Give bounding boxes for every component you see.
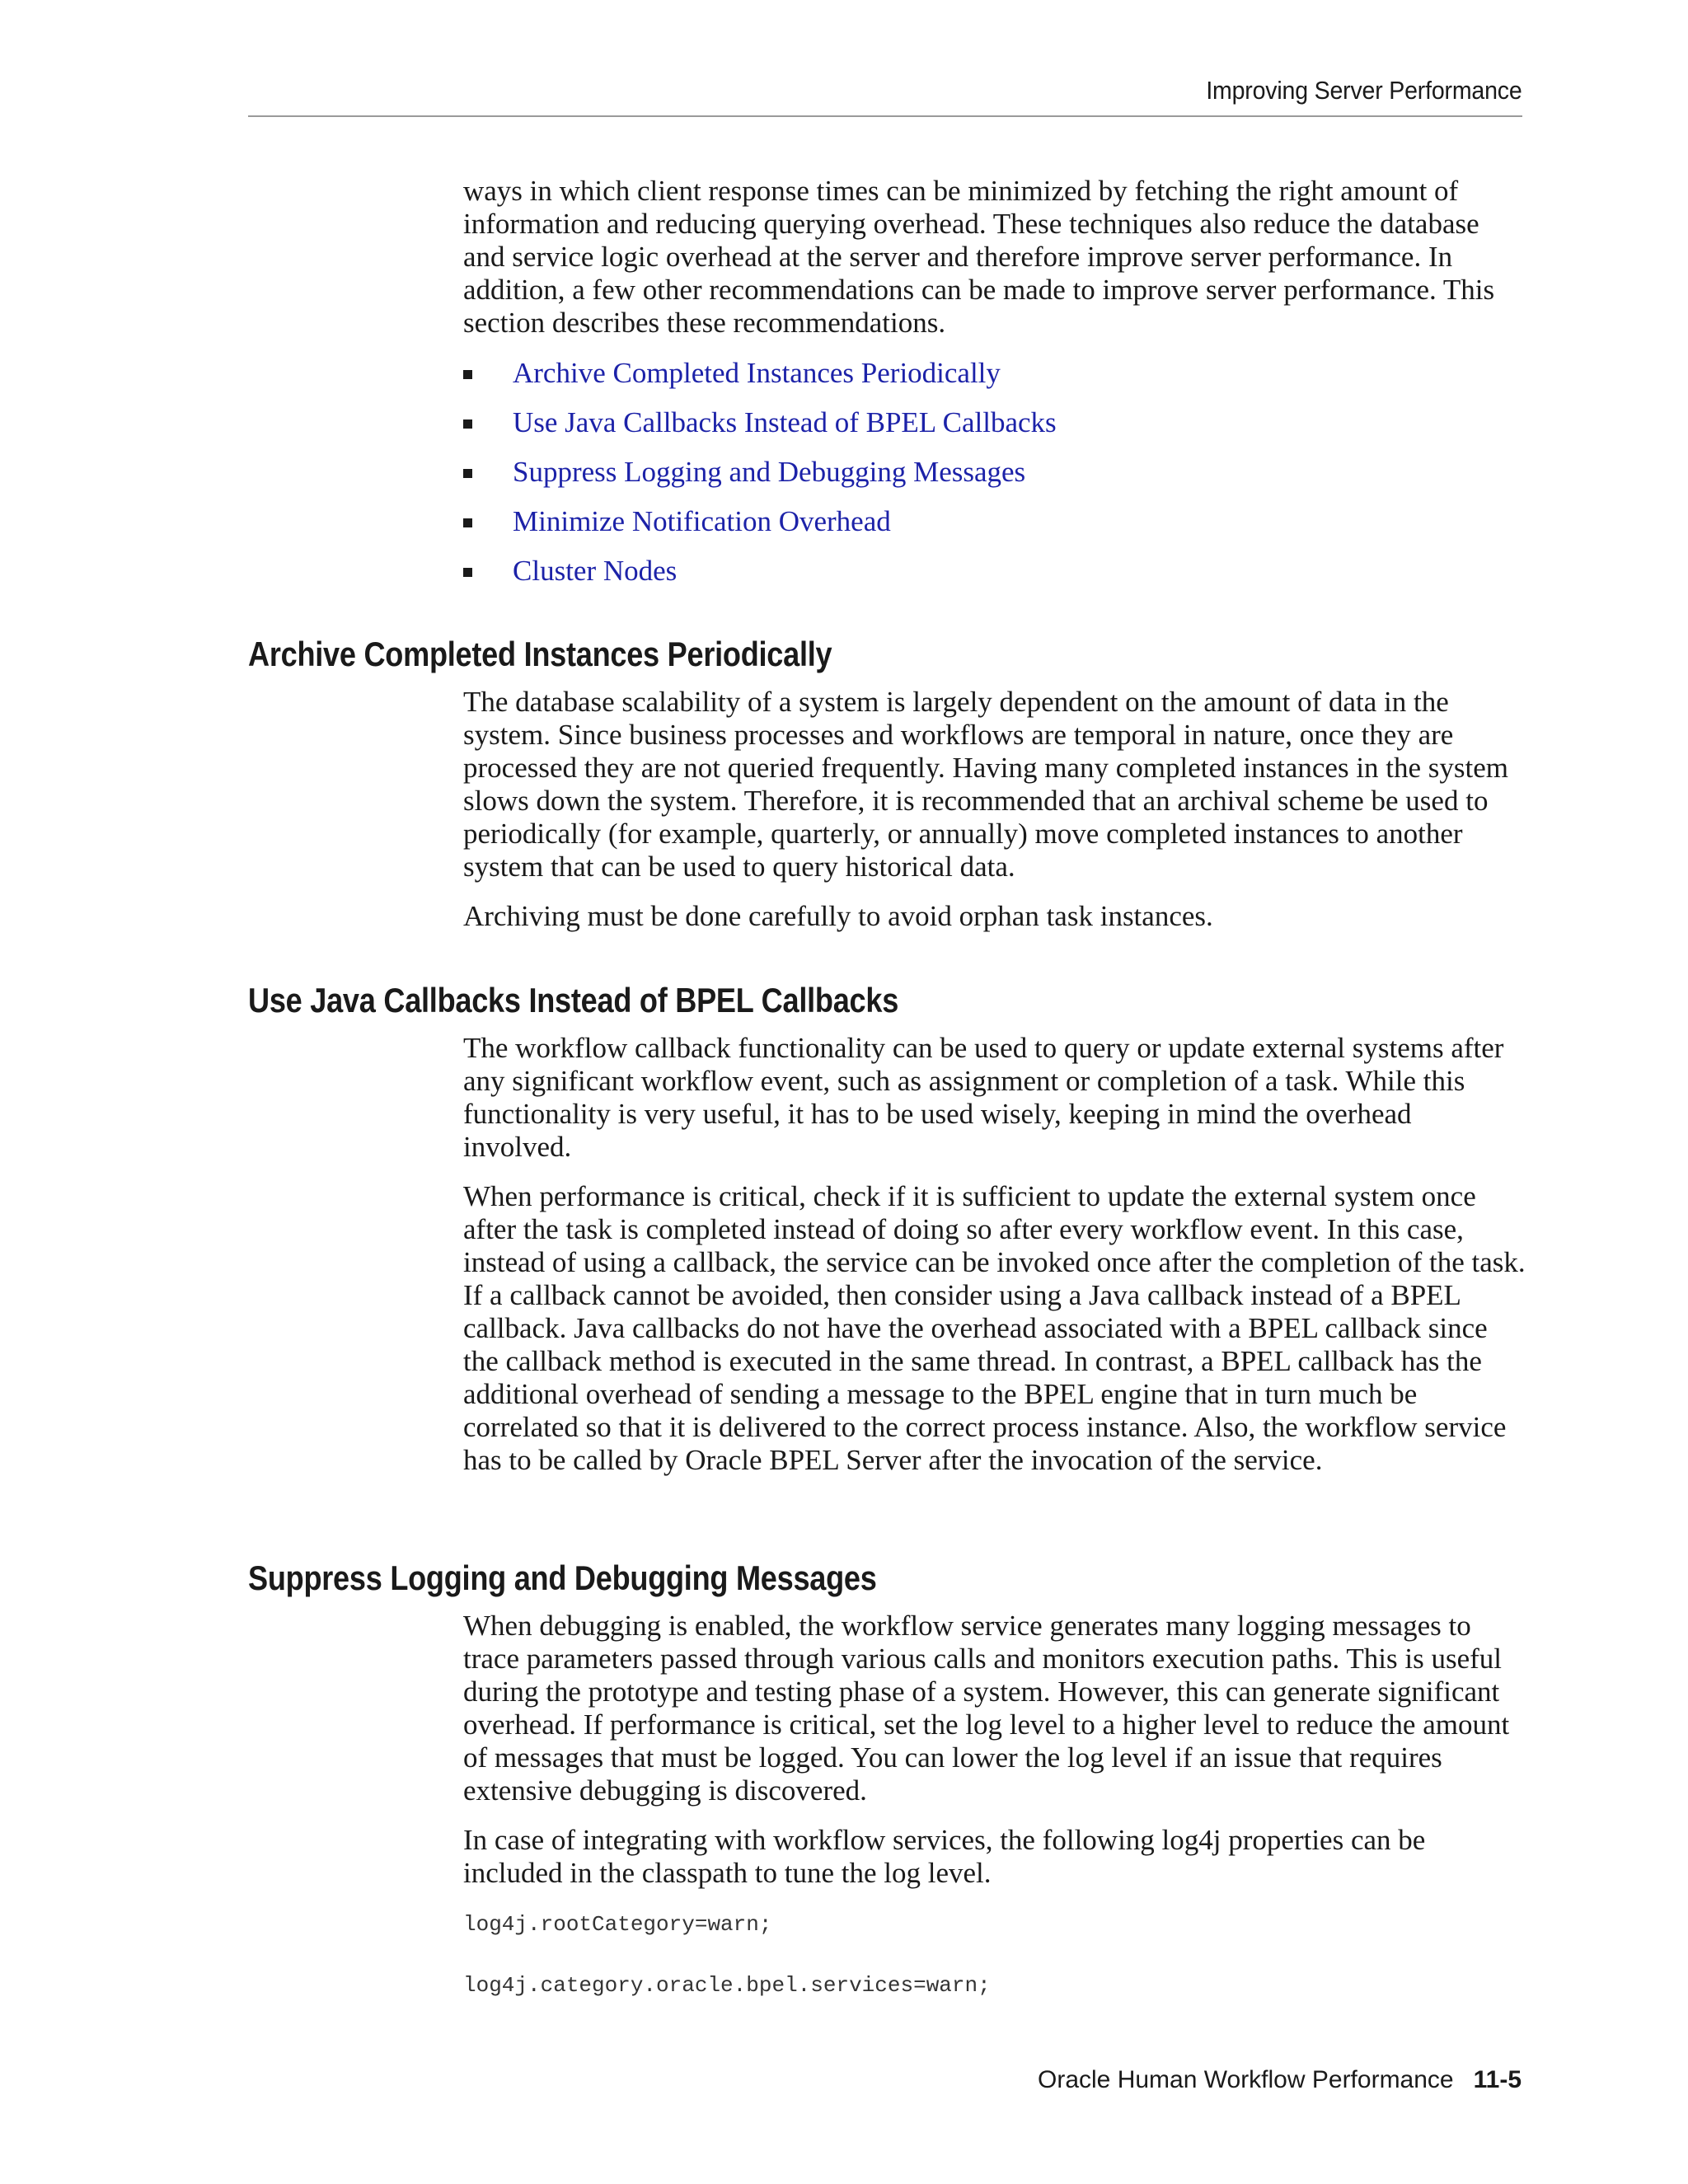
intro-paragraph: ways in which client response times can be minimized by fetching the right amount of information and reducing querying overhead. These techniques also reduce the database and service logic overhead at the server and therefore improve server performance. In addition, a few other recommendations can be made to improve server performance. This section describes these recommendations. [463, 175, 1495, 339]
paragraph: In case of integrating with workflow services, the following log4j properties can be included in the classpath to tune the log level. [463, 1824, 1426, 1889]
bullet-icon [463, 518, 472, 527]
page-footer [1038, 2066, 1522, 2094]
bullet-icon [463, 419, 472, 429]
paragraph: The database scalability of a system is largely dependent on the amount of data in the system. Since business processes and workflows are temporal in nature, once they are processed they are not queried frequently. Having many completed instances in the system slows down the system. Therefore, it is recommended that an archival scheme be used to periodically (for example, quarterly, or annually) move completed instances to another system that can be used to query historical data. [463, 686, 1509, 883]
section-link-list [463, 357, 1526, 604]
section-heading-suppress-logging: Suppress Logging and Debugging Messages [248, 1558, 877, 1597]
list-item [463, 357, 1526, 406]
list-item [463, 406, 1526, 456]
bullet-icon [463, 568, 472, 577]
section-body-java-callbacks [463, 1032, 1526, 1477]
link-archive-completed-instances[interactable]: Archive Completed Instances Periodically [513, 357, 1001, 389]
link-minimize-notification-overhead[interactable]: Minimize Notification Overhead [513, 505, 891, 537]
page-number: 11-5 [1473, 2066, 1522, 2093]
running-header: Improving Server Performance [1206, 76, 1522, 105]
footer-book-title: Oracle Human Workflow Performance [1038, 2066, 1454, 2093]
list-item [463, 555, 1526, 604]
section-body-archive [463, 686, 1526, 933]
link-use-java-callbacks[interactable]: Use Java Callbacks Instead of BPEL Callbacks [513, 406, 1057, 438]
paragraph: When debugging is enabled, the workflow service generates many logging messages to trace parameters passed through various calls and monitors execution paths. This is useful during the prototype and testing phase of a system. However, this can generate significant overhead. If performance is critical, set the log level to a higher level to reduce the amount of messages that must be logged. You can lower the log level if an issue that requires extensive debugging is discovered. [463, 1610, 1510, 1807]
bullet-icon [463, 370, 472, 379]
header-divider [248, 115, 1522, 117]
paragraph: When performance is critical, check if it is sufficient to update the external system once after the task is completed instead of doing so after every workflow event. In this case, instead of using a callback, the service can be invoked once after the completion of the task. If a callback cannot be avoided, then consider using a Java callback instead of a BPEL callback. Java callbacks do not have the overhead associated with a BPEL callback since the callback method is executed in the same thread. In contrast, a BPEL callback has the additional overhead of sending a message to the BPEL engine that in turn much be correlated so that it is delivered to the correct process instance. Also, the workflow service has to be called by Oracle BPEL Server after the invocation of the service. [463, 1180, 1526, 1476]
section-heading-archive: Archive Completed Instances Periodically [248, 635, 832, 673]
intro-paragraph-block [463, 175, 1526, 340]
link-cluster-nodes[interactable]: Cluster Nodes [513, 555, 678, 587]
section-body-suppress-logging [463, 1610, 1526, 1890]
list-item [463, 505, 1526, 555]
bullet-icon [463, 469, 472, 478]
section-heading-java-callbacks: Use Java Callbacks Instead of BPEL Callbacks [248, 981, 899, 1019]
link-suppress-logging[interactable]: Suppress Logging and Debugging Messages [513, 456, 1026, 488]
code-line: log4j.rootCategory=warn; [463, 1912, 772, 1937]
paragraph: Archiving must be done carefully to avoid orphan task instances. [463, 900, 1213, 932]
paragraph: The workflow callback functionality can be used to query or update external systems after any significant workflow event, such as assignment or completion of a task. While this functionality is very useful, it has to be used wisely, keeping in mind the overhead involved. [463, 1032, 1504, 1163]
list-item [463, 456, 1526, 505]
code-line: log4j.category.oracle.bpel.services=warn; [463, 1973, 991, 1998]
